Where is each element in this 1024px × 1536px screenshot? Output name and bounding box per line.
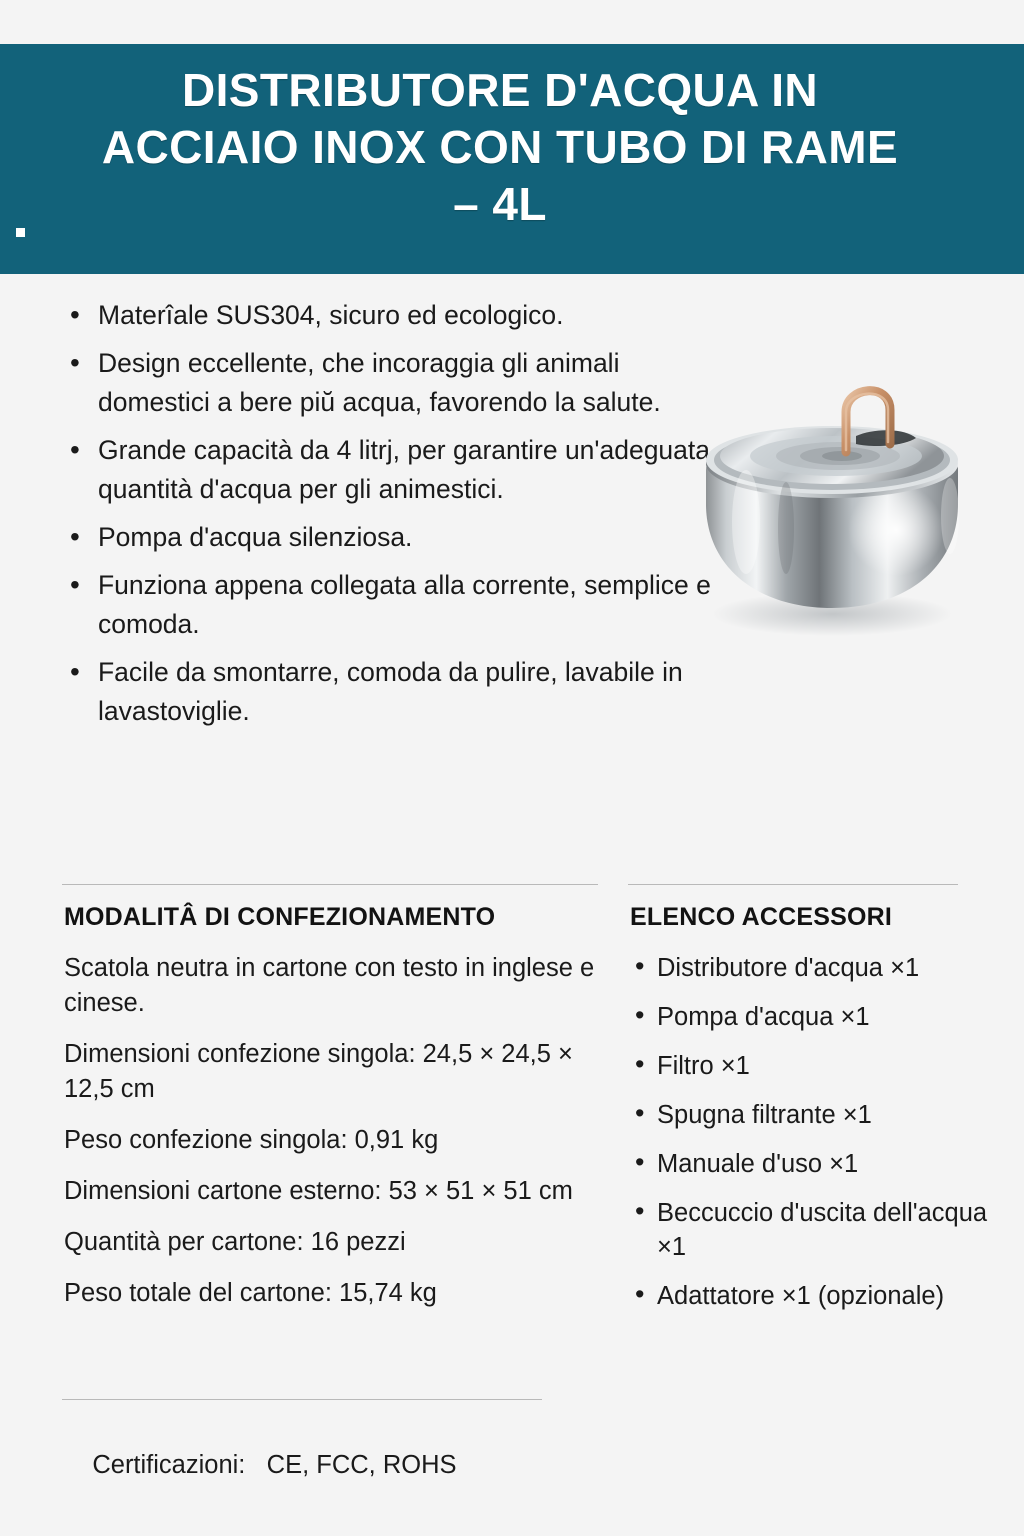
list-item: • Pompa d'acqua ×1 (630, 1000, 990, 1034)
divider-right (628, 884, 958, 885)
certifications-row (64, 1414, 457, 1516)
packaging-line: Dimensioni cartone esterno: 53 × 51 × 51 cm (64, 1177, 573, 1205)
divider-left (62, 884, 598, 885)
packaging-line: Peso confezione singola: 0,91 kg (64, 1126, 439, 1154)
product-image (660, 352, 1004, 652)
list-item: • Beccuccio d'uscita dell'acqua ×1 (630, 1196, 990, 1264)
list-item: • Manuale d'uso ×1 (630, 1147, 990, 1181)
list-item: • Distributore d'acqua ×1 (630, 951, 990, 985)
packaging-section (64, 903, 609, 1327)
list-item: • Funziona appena collegata alla corrente, semplice e comoda. (62, 566, 722, 644)
header-accent-dot (16, 228, 25, 237)
list-item: • Design eccellente, che incoraggia gli animali domestici a bere piŭ acqua, favorendo la salute. (62, 344, 722, 422)
list-item: • Adattatore ×1 (opzionale) (630, 1279, 990, 1313)
accessories-section (630, 903, 990, 1328)
packaging-line: Dimensioni confezione singola: 24,5 × 24,5 × 12,5 cm (64, 1040, 573, 1103)
packaging-line: Scatola neutra in cartone con testo in inglese e cinese. (64, 954, 595, 1017)
packaging-title: MODALITÂ DI CONFEZIONAMENTO (64, 903, 496, 931)
list-item: • Spugna filtrante ×1 (630, 1098, 990, 1132)
accessories-title: ELENCO ACCESSORI (630, 903, 893, 931)
packaging-line: Quantità per cartone: 16 pezzi (64, 1228, 406, 1256)
accessories-list (630, 951, 990, 1313)
list-item: • Pompa d'acqua silenziosa. (62, 518, 722, 557)
packaging-line: Peso totale del cartone: 15,74 kg (64, 1279, 437, 1307)
divider-certifications (62, 1399, 542, 1400)
certifications-label: Certificazioni: (92, 1451, 246, 1479)
certifications-value: CE, FCC, ROHS (266, 1451, 457, 1479)
feature-list (62, 296, 722, 740)
page-title: DISTRIBUTORE D'ACQUA IN ACCIAIO INOX CON TUBO DI RAME – 4L (101, 64, 899, 230)
list-item: • Facile da smontarre, comoda da pulire, lavabile in lavastoviglie. (62, 653, 722, 731)
list-item: • Filtro ×1 (630, 1049, 990, 1083)
list-item: • Grande capacità da 4 litrj, per garantire un'adeguata quantità d'acqua per gli animestici. (62, 431, 722, 509)
list-item: • Materîale SUS304, sicuro ed ecologico. (62, 296, 722, 335)
